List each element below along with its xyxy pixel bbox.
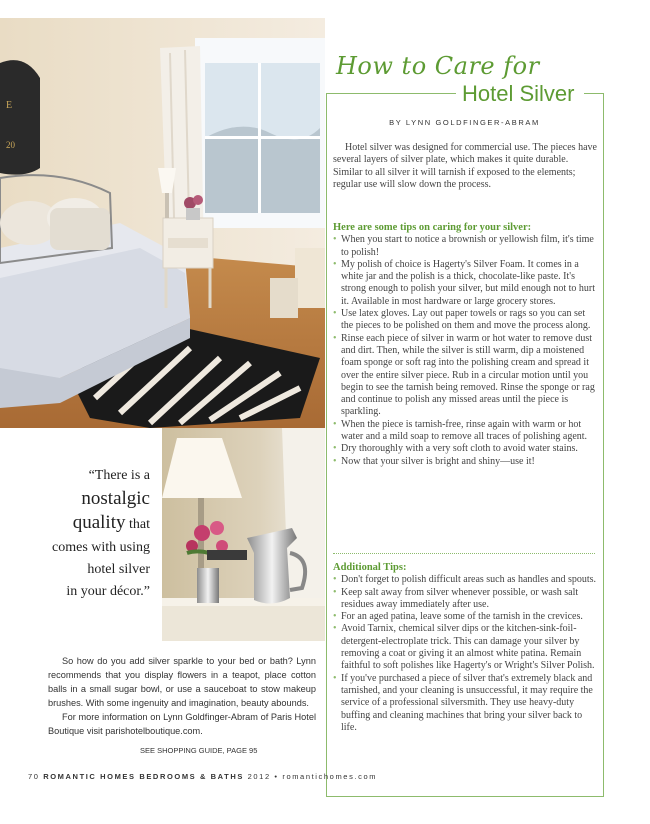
website: romantichomes.com <box>282 772 378 781</box>
pull-quote-line: in your décor.” <box>66 584 150 599</box>
section-divider <box>333 553 595 554</box>
pull-quote-line: “There is a <box>88 468 150 483</box>
tip-item: • When the piece is tarnish-free, rinse again with warm or hot water and a mild soap to remove all traces of polishing agent. <box>333 419 598 444</box>
silver-pitcher-illustration <box>162 428 325 641</box>
bedroom-photo <box>0 18 325 428</box>
tips-list <box>333 234 598 468</box>
additional-tip-item: • If you've purchased a piece of silver that's extremely black and tarnished, and your cleaning is unsuccessful, it may require the service of a professional silversmith. They use heavy-duty buffing and cleaning machines that bring your silver back to life. <box>333 673 598 734</box>
additional-tips-list <box>333 574 598 734</box>
frame-top-rule-right <box>584 93 603 94</box>
body-paragraph: So how do you add silver sparkle to your bed or bath? Lynn recommends that you display flowers in a teapot, place cotton balls in a small sugar bowl, or use a sauceboat to stow makeup brushes. With some ingenuity and imagination, beauty abounds. <box>48 656 316 708</box>
tip-item: • Now that your silver is bright and shiny—use it! <box>333 456 598 468</box>
tip-item: • My polish of choice is Hagerty's Silver Foam. It comes in a white jar and the polish is a thick, chocolate-like paste. It's strong enough to polish your silver, but mild enough not to hurt it. Available in most hardware or large grocery stores. <box>333 259 598 308</box>
silver-pitcher-photo <box>162 428 325 641</box>
pull-quote-word: that <box>125 517 150 532</box>
pull-quote-line: comes with using <box>52 540 150 555</box>
additional-tip-item: • Keep salt away from silver whenever possible, or wash salt residues away immediately after use. <box>333 587 598 612</box>
pull-quote-line: nostalgic <box>81 488 150 509</box>
pull-quote-line <box>20 511 150 537</box>
additional-tip-item: • For an aged patina, leave some of the tarnish in the crevices. <box>333 611 598 623</box>
tip-item: • Use latex gloves. Lay out paper towels or rags so you can set the pieces to be polished on them and move the process along. <box>333 308 598 333</box>
byline: BY LYNN GOLDFINGER-ABRAM <box>389 118 540 127</box>
additional-tip-item: • Don't forget to polish difficult areas such as handles and spouts. <box>333 574 598 586</box>
body-paragraph: For more information on Lynn Goldfinger-Abram of Paris Hotel Boutique visit parishotelboutique.com. <box>48 712 316 736</box>
page-footer <box>28 772 377 781</box>
tips-section <box>333 222 598 468</box>
additional-tips-heading: Additional Tips: <box>333 562 407 573</box>
tips-heading: Here are some tips on caring for your silver: <box>333 222 532 233</box>
frame-top-rule-left <box>326 93 456 94</box>
title-script: How to Care for <box>336 52 540 80</box>
shopping-guide-note: SEE SHOPPING GUIDE, PAGE 95 <box>140 746 258 755</box>
additional-tip-item: • Avoid Tarnix, chemical silver dips or the kitchen-sink-foil-detergent-electroplate trick. This can damage your silver by removing a coat or giving it an almost white patina. Remain faithful to soft polishes like Hagerty's or Wright's Silver Polish. <box>333 623 598 672</box>
tip-item: • Dry thoroughly with a very soft cloth to avoid water stains. <box>333 443 598 455</box>
svg-text:20: 20 <box>6 140 15 150</box>
pull-quote-line: hotel silver <box>87 562 150 577</box>
title-main: Hotel Silver <box>462 81 575 106</box>
tip-item: • Rinse each piece of silver in warm or hot water to remove dust and dirt. Then, while the silver is still warm, dip a moistened foam sponge or soft rag into the polishing cream and spread it over the entire silver piece. Rub in a circular motion until you begin to see the tarnish being removed. Rinse the sponge or rag and continue to polish any missed areas until the piece is sparkling. <box>333 333 598 419</box>
page-number: 70 <box>28 772 40 781</box>
magazine-name: ROMANTIC HOMES BEDROOMS & BATHS <box>43 772 244 781</box>
intro-paragraph: Hotel silver was designed for commercial use. The pieces have several layers of silver plate, which makes it quite durable. Similar to all silver it will tarnish if exposed to the elements; regular use will slow down the process. <box>333 142 597 190</box>
issue-year: 2012 <box>247 772 271 781</box>
pull-quote-emphasis: quality <box>72 512 126 533</box>
pull-quote <box>20 465 150 603</box>
additional-tips-section <box>333 562 598 734</box>
bedroom-photo-illustration <box>0 18 325 428</box>
tip-item: • When you start to notice a brownish or yellowish film, it's time to polish! <box>333 234 598 259</box>
footer-separator: • <box>274 772 279 781</box>
svg-text:E: E <box>6 100 13 111</box>
body-text <box>48 654 316 738</box>
